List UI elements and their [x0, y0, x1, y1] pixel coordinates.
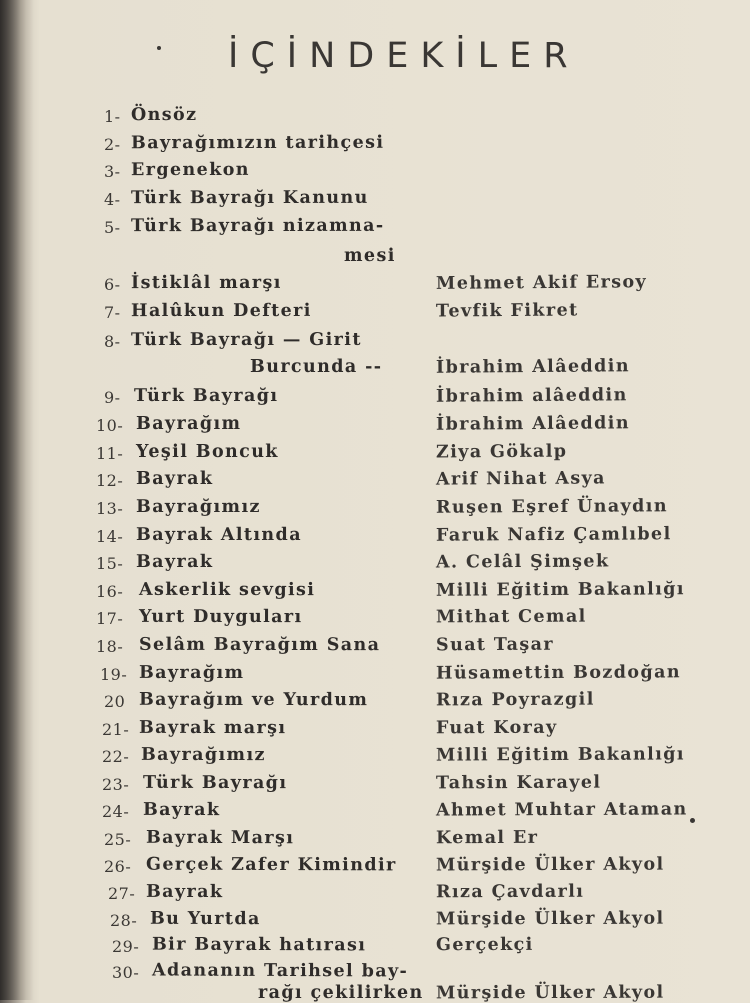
entry-title-continued: mesi — [344, 246, 396, 266]
entry-title: Türk Bayrağı nizamna- — [130, 215, 385, 237]
entry-number: 26- — [104, 857, 132, 876]
entry-author: Rıza Çavdarlı — [435, 881, 585, 903]
entry-title: Bayrağımız — [140, 744, 266, 766]
entry-number: 27- — [108, 884, 136, 903]
entry-number: 13- — [96, 499, 124, 518]
entry-number: 12- — [96, 471, 124, 490]
entry-number: 5- — [104, 218, 121, 237]
entry-number: 29- — [112, 937, 140, 956]
entry-title: Bayrak — [135, 551, 214, 573]
entry-number: 9- — [104, 388, 121, 407]
entry-number: 11- — [96, 444, 124, 463]
entry-number: 1- — [104, 107, 121, 126]
entry-number: 30- — [112, 963, 140, 982]
entry-title: Ergenekon — [130, 159, 250, 181]
entry-author: Kemal Er — [435, 827, 539, 849]
entry-author: İbrahim Alâeddin — [435, 356, 630, 378]
entry-author: Suat Taşar — [435, 634, 555, 656]
entry-number: 21- — [102, 720, 130, 739]
entry-author: Gerçekçi — [435, 934, 534, 956]
entry-title: Bir Bayrak hatırası — [151, 934, 367, 956]
entry-author: İbrahim alâeddin — [435, 385, 628, 407]
entry-author: Mehmet Akif Ersoy — [435, 272, 648, 294]
entry-title: Türk Bayrağı — Girit — [130, 329, 362, 351]
entry-title: Türk Bayrağı Kanunu — [130, 187, 369, 209]
entry-title: Bayrağımız — [135, 496, 261, 518]
entry-title: Bayrağımızın tarihçesi — [130, 132, 385, 154]
entry-number: 2- — [104, 135, 121, 154]
entry-author: Hüsamettin Bozdoğan — [435, 662, 682, 684]
entry-title-continued: Burcunda -- — [250, 357, 383, 377]
entry-number: 6- — [104, 275, 121, 294]
entry-number: 7- — [104, 303, 121, 322]
entry-author: Ruşen Eşref Ünaydın — [435, 496, 669, 518]
entry-number: 10- — [96, 416, 124, 435]
entry-number: 24- — [102, 802, 130, 821]
entry-title: Yeşil Boncuk — [136, 442, 279, 462]
entry-title: Bayrak — [145, 881, 224, 903]
entry-title: Bu Yurtda — [149, 908, 261, 930]
entry-title: Bayrak — [142, 799, 221, 821]
entry-author: Arif Nihat Asya — [435, 468, 606, 490]
entry-title: Önsöz — [130, 104, 198, 126]
entry-author: Milli Eğitim Bakanlığı — [435, 579, 685, 601]
entry-author: Ziya Gökalp — [435, 441, 568, 463]
entry-title: Bayrağım — [138, 662, 245, 684]
entry-title: Selâm Bayrağım Sana — [138, 634, 381, 656]
entry-author: Tahsin Karayel — [435, 772, 602, 794]
entry-number: 8- — [104, 332, 121, 351]
entry-number: 16- — [96, 582, 124, 601]
entry-title: Bayrağım — [135, 413, 242, 435]
entry-author: İbrahim Alâeddin — [435, 413, 630, 435]
entry-title: Türk Bayrağı — [142, 772, 288, 794]
entry-author: Tevfik Fikret — [435, 300, 579, 322]
entry-number: 4- — [104, 190, 121, 209]
entry-author: Mürşide Ülker Akyol — [435, 854, 665, 876]
entry-number: 18- — [96, 637, 124, 656]
entry-author: Ahmet Muhtar Ataman — [435, 799, 688, 821]
entry-number: 22- — [102, 747, 130, 766]
entry-title: Bayrak — [135, 468, 214, 490]
entry-number: 20 — [104, 692, 126, 711]
entry-title: Adananın Tarihsel bay- — [151, 960, 409, 982]
entry-number: 15- — [96, 554, 124, 573]
entry-title-continued: rağı çekilirken — [258, 983, 424, 1003]
entry-author: Mürşide Ülker Akyol — [435, 908, 665, 930]
entry-title: Halûkun Defteri — [130, 300, 312, 322]
entry-number: 14- — [96, 527, 124, 546]
entry-author: Rıza Poyrazgil — [435, 689, 595, 711]
entry-author: Milli Eğitim Bakanlığı — [435, 744, 685, 766]
entry-number: 28- — [110, 911, 138, 930]
entry-number: 3- — [104, 162, 121, 181]
page-title: İÇİNDEKİLER — [228, 36, 580, 76]
entry-number: 23- — [102, 775, 130, 794]
entry-author: A. Celâl Şimşek — [435, 551, 610, 573]
entry-number: 17- — [96, 609, 124, 628]
entry-title: Gerçek Zafer Kimindir — [145, 854, 397, 876]
entry-title: Bayrak Altında — [135, 524, 302, 546]
entry-number: 25- — [104, 830, 132, 849]
entry-title: İstiklâl marşı — [130, 272, 282, 294]
entry-title: Bayrak marşı — [138, 717, 287, 739]
entry-title: Bayrağım ve Yurdum — [138, 689, 369, 711]
entry-author: Fuat Koray — [435, 717, 558, 739]
entry-title: Türk Bayrağı — [133, 385, 279, 407]
entry-title: Yurt Duyguları — [138, 606, 303, 628]
entry-number: 19- — [100, 665, 128, 684]
entry-author: Mithat Cemal — [435, 606, 587, 628]
entry-title: Bayrak Marşı — [145, 827, 295, 849]
entry-title: Askerlik sevgisi — [138, 579, 316, 601]
entry-author: Faruk Nafiz Çamlıbel — [435, 524, 672, 546]
entry-author: Mürşide Ülker Akyol — [435, 982, 665, 1003]
